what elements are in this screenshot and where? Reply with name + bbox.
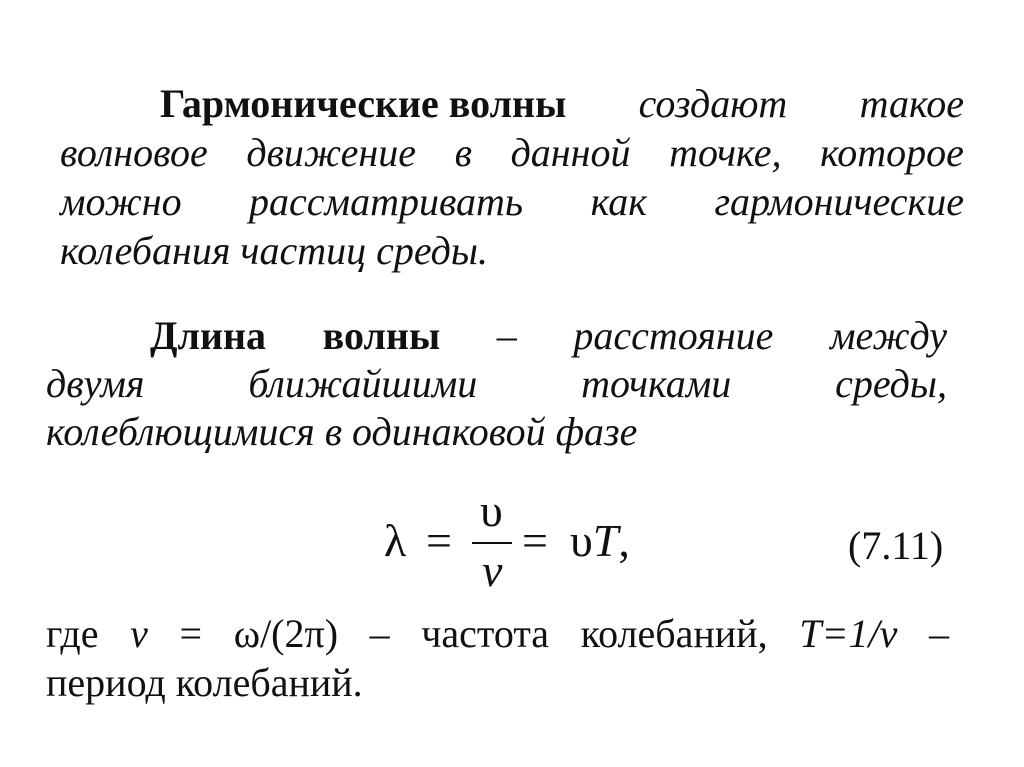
formula-numerator: υ: [480, 485, 503, 536]
term-wavelength-word-1: Длина: [150, 313, 267, 358]
formula-denominator: ν: [482, 545, 503, 596]
harmonic-waves-line-2: [60, 129, 964, 177]
word: создают: [638, 81, 788, 126]
harmonic-waves-line-4: колебания частиц среды.: [60, 228, 488, 273]
word: как: [590, 179, 648, 224]
formula-upsilon: υ: [570, 515, 593, 566]
angular-frequency-expression: ω/(2π): [233, 611, 339, 656]
word: в: [454, 130, 472, 175]
word: движение: [246, 130, 416, 175]
equals-sign: =: [179, 611, 203, 656]
word: волновое: [60, 130, 208, 175]
word: данной: [510, 130, 631, 175]
formula-product: [570, 515, 630, 566]
harmonic-waves-line-3: [60, 178, 964, 226]
word: точками: [581, 361, 732, 406]
term-harmonic-waves: Гармонические волны: [160, 81, 567, 126]
period-expression: T=1/ν: [799, 611, 898, 656]
term-wavelength-word-2: волны: [322, 313, 441, 358]
word: частота: [421, 611, 550, 656]
word: где: [46, 611, 99, 656]
word: точке,: [669, 130, 782, 175]
word: расстояние: [573, 313, 774, 358]
word: гармонические: [714, 179, 964, 224]
wavelength-line-1: [150, 312, 947, 360]
dash: –: [928, 611, 949, 656]
equation-number: (7.11): [848, 523, 944, 568]
formula-period-symbol: T: [592, 515, 619, 566]
word: ближайшими: [248, 361, 478, 406]
word: такое: [859, 81, 964, 126]
dash: –: [496, 313, 517, 358]
word: двумя: [46, 361, 145, 406]
fraction-bar: [472, 542, 512, 544]
word: которое: [820, 130, 964, 175]
wavelength-formula: [384, 485, 674, 598]
definitions-line-2: период колебаний.: [46, 660, 363, 705]
definitions-line-1: [46, 610, 949, 658]
word: колебаний,: [580, 611, 768, 656]
word: рассматривать: [249, 179, 524, 224]
word: можно: [60, 179, 182, 224]
harmonic-waves-line-1: [160, 80, 964, 128]
word: между: [830, 313, 947, 358]
wavelength-line-3: колеблющимися в одинаковой фазе: [46, 409, 638, 454]
frequency-symbol: ν: [130, 611, 148, 656]
formula-comma: ,: [618, 515, 630, 566]
word: среды,: [835, 361, 947, 406]
formula-equals-sign: =: [522, 515, 548, 566]
formula-equals-sign: =: [426, 515, 452, 566]
dash: –: [369, 611, 390, 656]
wavelength-line-2: [46, 360, 947, 408]
formula-lambda: λ: [384, 515, 407, 566]
